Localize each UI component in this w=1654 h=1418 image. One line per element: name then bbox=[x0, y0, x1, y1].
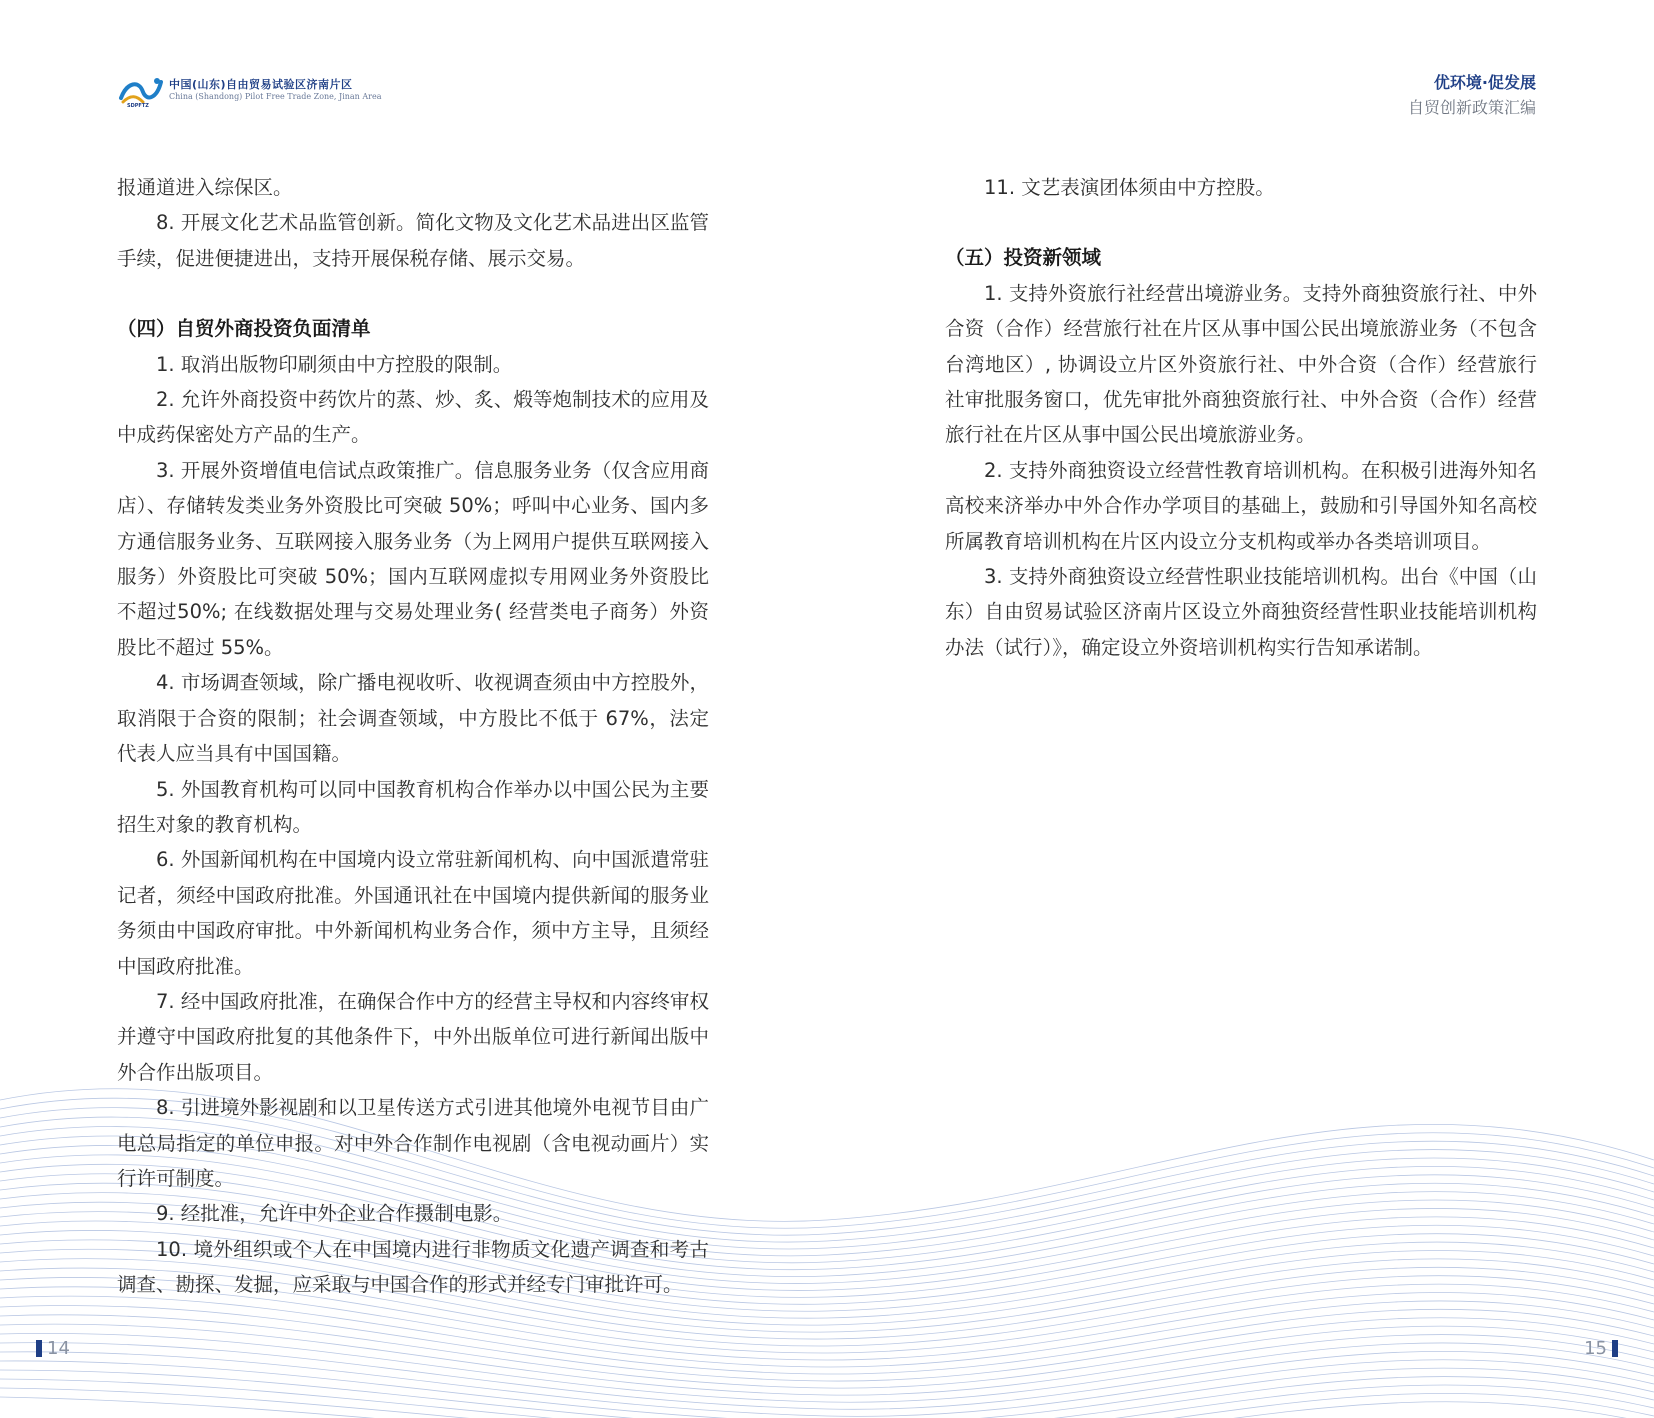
list-item: 2. 支持外商独资设立经营性教育培训机构。在积极引进海外知名高校来济举办中外合作办学项目的基础上，鼓励和引导国外知名高校所属教育培训机构在片区内设立分支机构或举办各类培训项目。 bbox=[945, 458, 1537, 553]
list-item: 6. 外国新闻机构在中国境内设立常驻新闻机构、向中国派遣常驻记者，须经中国政府批准。外国通讯社在中国境内提供新闻的服务业务须由中国政府审批。中外新闻机构业务合作，须中方主导，且须经中国政府批准。 bbox=[117, 848, 709, 978]
list-item: 1. 支持外资旅行社经营出境游业务。支持外商独资旅行社、中外合资（合作）经营旅行社在片区从事中国公民出境旅游业务（不包含台湾地区）, 协调设立片区外资旅行社、中外合资（合作）经营旅行社审批服务窗口，优先审批外商独资旅行社、中外合资（合作）经营旅行社在片区从事中国公民出境旅游业务。 bbox=[945, 281, 1537, 447]
page-number-right bbox=[1584, 1338, 1618, 1359]
section-heading: （五）投资新领域 bbox=[945, 246, 1102, 270]
logo-text-en: China (Shandong) Pilot Free Trade Zone, Jinan Area bbox=[169, 91, 382, 101]
list-item: 11. 文艺表演团体须由中方控股。 bbox=[984, 176, 1275, 199]
list-item: 1. 取消出版物印刷须由中方控股的限制。 bbox=[156, 352, 513, 376]
logo-abbr: SDPFTZ bbox=[127, 103, 149, 108]
section-heading: （四）自贸外商投资负面清单 bbox=[117, 317, 371, 341]
paragraph: 8. 开展文化艺术品监管创新。简化文物及文化艺术品进出区监管手续，促进便捷进出，支持开展保税存储、展示交易。 bbox=[117, 211, 709, 270]
list-item: 10. 境外组织或个人在中国境内进行非物质文化遗产调查和考古调查、勘探、发掘，应采取与中国合作的形式并经专门审批许可。 bbox=[117, 1237, 709, 1297]
list-item: 3. 支持外商独资设立经营性职业技能培训机构。出台《中国（山东）自由贸易试验区济南片区设立外商独资经营性职业技能培训机构办法（试行）》，确定设立外资培训机构实行告知承诺制。 bbox=[945, 565, 1537, 659]
page-marker-bar bbox=[36, 1340, 42, 1357]
sdpftz-logo-icon bbox=[117, 72, 163, 108]
list-item: 4. 市场调查领域，除广播电视收听、收视调查须由中方控股外，取消限于合资的限制；社会调查领域，中方股比不低于 67%，法定代表人应当具有中国国籍。 bbox=[117, 671, 709, 766]
logo-text-cn: 中国(山东)自由贸易试验区济南片区 bbox=[169, 78, 353, 92]
brand-subtitle: 自贸创新政策汇编 bbox=[1407, 98, 1536, 117]
page-number-text: 15 bbox=[1584, 1338, 1607, 1359]
paragraph: 报通道进入综保区。 bbox=[117, 176, 293, 199]
list-item: 7. 经中国政府批准，在确保合作中方的经营主导权和内容终审权并遵守中国政府批复的其他条件下，中外出版单位可进行新闻出版中外合作出版项目。 bbox=[117, 989, 709, 1084]
list-item: 3. 开展外资增值电信试点政策推广。信息服务业务（仅含应用商店）、存储转发类业务外资股比可突破 50%；呼叫中心业务、国内多方通信服务业务、互联网接入服务业务（为上网用户提供互联网接入服务）外资股比可突破 50%；国内互联网虚拟专用网业务外资股比不超过50%; 在线数据处理与交易处理业务( 经营类电子商务）外资股比不超过 55%。 bbox=[117, 458, 709, 659]
right-page bbox=[827, 0, 1654, 1418]
left-content bbox=[117, 170, 709, 1303]
brand-header bbox=[1408, 70, 1536, 118]
page-number-text: 14 bbox=[47, 1338, 70, 1359]
logo bbox=[117, 72, 381, 108]
right-content bbox=[945, 170, 1537, 665]
list-item: 2. 允许外商投资中药饮片的蒸、炒、炙、煅等炮制技术的应用及中成药保密处方产品的生产。 bbox=[117, 388, 709, 447]
page-number-left bbox=[36, 1338, 70, 1359]
list-item: 9. 经批准，允许中外企业合作摄制电影。 bbox=[156, 1202, 513, 1226]
list-item: 8. 引进境外影视剧和以卫星传送方式引进其他境外电视节目由广电总局指定的单位申报。对中外合作制作电视剧（含电视动画片）实行许可制度。 bbox=[117, 1096, 709, 1190]
list-item: 5. 外国教育机构可以同中国教育机构合作举办以中国公民为主要招生对象的教育机构。 bbox=[117, 777, 709, 836]
page-marker-bar bbox=[1612, 1340, 1618, 1357]
brand-title: 优环境·促发展 bbox=[1433, 73, 1536, 92]
